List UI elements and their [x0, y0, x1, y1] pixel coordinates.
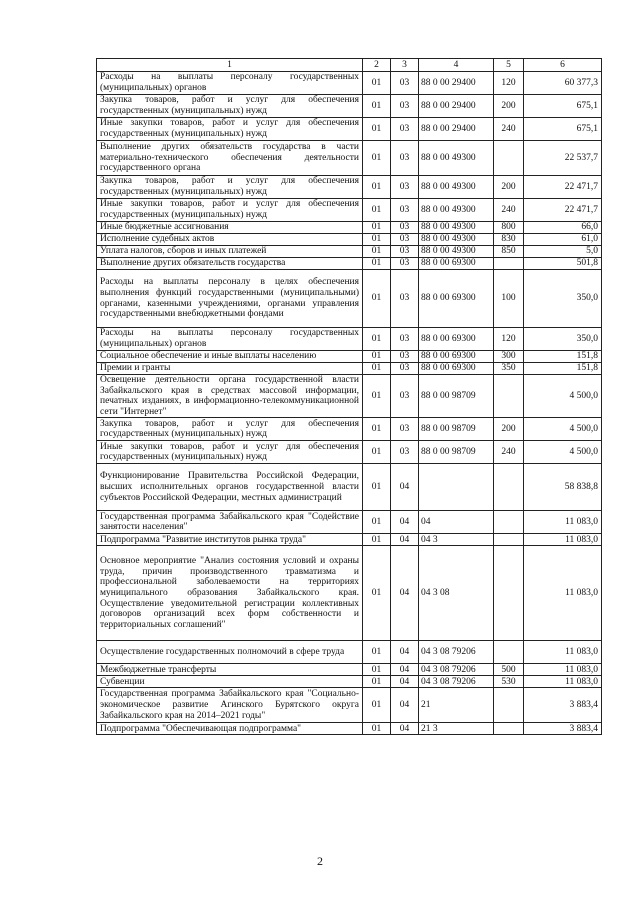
- table-row: [97, 534, 602, 546]
- row-section-cell: 01: [363, 534, 391, 546]
- row-subsection-cell: 04: [391, 546, 419, 641]
- row-expense-type-cell: [494, 641, 524, 664]
- row-expense-type-cell: [494, 141, 524, 176]
- row-section-cell: 01: [363, 95, 391, 118]
- row-section-cell: 01: [363, 375, 391, 418]
- table-row: [97, 418, 602, 441]
- header-cell-5: 5: [494, 59, 524, 72]
- row-expense-type-cell: [494, 546, 524, 641]
- row-amount-cell: 4 500,0: [524, 375, 602, 418]
- row-name-cell: Выполнение других обязательств государства: [97, 258, 363, 270]
- row-name-cell: Закупка товаров, работ и услуг для обеспечения государственных (муниципальных) нужд: [97, 418, 363, 441]
- row-target-article-cell: 04 3 08 79206: [419, 676, 494, 688]
- row-name-cell: Субвенции: [97, 676, 363, 688]
- row-subsection-cell: 03: [391, 176, 419, 199]
- row-target-article-cell: 88 0 00 69300: [419, 351, 494, 363]
- row-section-cell: 01: [363, 199, 391, 222]
- row-target-article-cell: [419, 464, 494, 511]
- row-subsection-cell: 04: [391, 676, 419, 688]
- row-name-cell: Межбюджетные трансферты: [97, 664, 363, 676]
- row-amount-cell: 11 083,0: [524, 664, 602, 676]
- row-subsection-cell: 03: [391, 270, 419, 328]
- row-section-cell: 01: [363, 118, 391, 141]
- row-name-cell: Премии и гранты: [97, 363, 363, 375]
- table-row: [97, 464, 602, 511]
- row-expense-type-cell: [494, 464, 524, 511]
- row-amount-cell: 5,0: [524, 246, 602, 258]
- row-name-cell: Иные закупки товаров, работ и услуг для обеспечения государственных (муниципальных) нужд: [97, 441, 363, 464]
- row-name-cell: Подпрограмма "Обеспечивающая подпрограмма": [97, 723, 363, 735]
- row-section-cell: 01: [363, 176, 391, 199]
- row-section-cell: 01: [363, 246, 391, 258]
- row-amount-cell: 501,8: [524, 258, 602, 270]
- row-subsection-cell: 03: [391, 351, 419, 363]
- row-amount-cell: 3 883,4: [524, 723, 602, 735]
- row-section-cell: 01: [363, 664, 391, 676]
- row-subsection-cell: 03: [391, 328, 419, 351]
- table-row: [97, 95, 602, 118]
- row-expense-type-cell: 850: [494, 246, 524, 258]
- row-name-cell: Иные бюджетные ассигнования: [97, 222, 363, 234]
- row-expense-type-cell: 800: [494, 222, 524, 234]
- row-target-article-cell: 88 0 00 69300: [419, 363, 494, 375]
- row-amount-cell: 11 083,0: [524, 534, 602, 546]
- row-name-cell: Исполнение судебных актов: [97, 234, 363, 246]
- row-amount-cell: 22 471,7: [524, 199, 602, 222]
- row-target-article-cell: 88 0 00 29400: [419, 95, 494, 118]
- table-row: [97, 363, 602, 375]
- row-name-cell: Осуществление государственных полномочий в сфере труда: [97, 641, 363, 664]
- row-expense-type-cell: [494, 534, 524, 546]
- row-subsection-cell: 03: [391, 418, 419, 441]
- table-row: [97, 546, 602, 641]
- row-subsection-cell: 04: [391, 511, 419, 534]
- row-subsection-cell: 03: [391, 363, 419, 375]
- page-number: 2: [317, 854, 323, 868]
- row-name-cell: Иные закупки товаров, работ и услуг для обеспечения государственных (муниципальных) нужд: [97, 118, 363, 141]
- row-name-cell: Расходы на выплаты персоналу государственных (муниципальных) органов: [97, 328, 363, 351]
- row-subsection-cell: 04: [391, 664, 419, 676]
- row-expense-type-cell: [494, 258, 524, 270]
- row-section-cell: 01: [363, 270, 391, 328]
- row-section-cell: 01: [363, 258, 391, 270]
- row-target-article-cell: 88 0 00 98709: [419, 441, 494, 464]
- row-section-cell: 01: [363, 234, 391, 246]
- row-target-article-cell: 88 0 00 69300: [419, 270, 494, 328]
- row-expense-type-cell: 200: [494, 95, 524, 118]
- row-subsection-cell: 03: [391, 72, 419, 95]
- row-section-cell: 01: [363, 72, 391, 95]
- row-amount-cell: 350,0: [524, 270, 602, 328]
- row-name-cell: Государственная программа Забайкальского края "Содействие занятости населения": [97, 511, 363, 534]
- row-target-article-cell: 88 0 00 49300: [419, 222, 494, 234]
- row-expense-type-cell: 830: [494, 234, 524, 246]
- row-name-cell: Освещение деятельности органа государственной власти Забайкальского края в средствах массовой информации, печатных изданиях, в информационно-телекоммуникационной сети "Интернет": [97, 375, 363, 418]
- row-amount-cell: 60 377,3: [524, 72, 602, 95]
- row-expense-type-cell: 530: [494, 676, 524, 688]
- table-row: [97, 72, 602, 95]
- row-expense-type-cell: 240: [494, 441, 524, 464]
- table-row: [97, 723, 602, 735]
- row-name-cell: Закупка товаров, работ и услуг для обеспечения государственных (муниципальных) нужд: [97, 176, 363, 199]
- row-amount-cell: 11 083,0: [524, 546, 602, 641]
- table-row: [97, 351, 602, 363]
- row-section-cell: 01: [363, 723, 391, 735]
- row-name-cell: Основное мероприятие "Анализ состояния условий и охраны труда, причин производственного травматизма и профессиональной заболеваемости на территориях муниципального образования Забайкальского края. Осуществление уведомительной регистрации коллективных договоров организаций всех форм собственности и территориальных соглашений": [97, 546, 363, 641]
- row-subsection-cell: 03: [391, 199, 419, 222]
- row-expense-type-cell: 350: [494, 363, 524, 375]
- row-target-article-cell: 21: [419, 688, 494, 723]
- table-row: [97, 141, 602, 176]
- table-row: [97, 511, 602, 534]
- row-subsection-cell: 03: [391, 222, 419, 234]
- row-target-article-cell: 88 0 00 29400: [419, 118, 494, 141]
- row-target-article-cell: 88 0 00 69300: [419, 328, 494, 351]
- row-target-article-cell: 88 0 00 29400: [419, 72, 494, 95]
- row-expense-type-cell: 120: [494, 328, 524, 351]
- table-row: [97, 199, 602, 222]
- row-name-cell: Расходы на выплаты персоналу в целях обеспечения выполнения функций государственными (муниципальными) органами, казенными учреждениями, органами управления государственными внебюджетными фондами: [97, 270, 363, 328]
- row-expense-type-cell: 200: [494, 418, 524, 441]
- row-section-cell: 01: [363, 641, 391, 664]
- header-cell-4: 4: [419, 59, 494, 72]
- table-row: [97, 222, 602, 234]
- table-row: [97, 270, 602, 328]
- row-target-article-cell: 88 0 00 69300: [419, 258, 494, 270]
- row-subsection-cell: 03: [391, 441, 419, 464]
- row-target-article-cell: 88 0 00 98709: [419, 418, 494, 441]
- row-amount-cell: 151,8: [524, 351, 602, 363]
- row-expense-type-cell: [494, 375, 524, 418]
- row-subsection-cell: 04: [391, 534, 419, 546]
- row-target-article-cell: 04 3 08 79206: [419, 664, 494, 676]
- row-amount-cell: 61,0: [524, 234, 602, 246]
- row-subsection-cell: 04: [391, 464, 419, 511]
- row-section-cell: 01: [363, 222, 391, 234]
- row-name-cell: Подпрограмма "Развитие институтов рынка труда": [97, 534, 363, 546]
- header-cell-1: 1: [97, 59, 363, 72]
- row-section-cell: 01: [363, 441, 391, 464]
- row-expense-type-cell: 200: [494, 176, 524, 199]
- table-header-row: [97, 59, 602, 72]
- row-amount-cell: 3 883,4: [524, 688, 602, 723]
- row-expense-type-cell: 240: [494, 118, 524, 141]
- row-target-article-cell: 88 0 00 49300: [419, 246, 494, 258]
- row-target-article-cell: 04: [419, 511, 494, 534]
- row-section-cell: 01: [363, 351, 391, 363]
- row-amount-cell: 11 083,0: [524, 511, 602, 534]
- row-amount-cell: 11 083,0: [524, 641, 602, 664]
- table-row: [97, 176, 602, 199]
- row-amount-cell: 11 083,0: [524, 676, 602, 688]
- row-subsection-cell: 04: [391, 688, 419, 723]
- row-subsection-cell: 03: [391, 246, 419, 258]
- row-amount-cell: 22 537,7: [524, 141, 602, 176]
- row-target-article-cell: 04 3 08 79206: [419, 641, 494, 664]
- table-row: [97, 328, 602, 351]
- row-target-article-cell: 21 3: [419, 723, 494, 735]
- row-expense-type-cell: [494, 688, 524, 723]
- row-section-cell: 01: [363, 418, 391, 441]
- row-target-article-cell: 88 0 00 49300: [419, 176, 494, 199]
- row-name-cell: Социальное обеспечение и иные выплаты населению: [97, 351, 363, 363]
- row-expense-type-cell: 300: [494, 351, 524, 363]
- row-section-cell: 01: [363, 328, 391, 351]
- row-target-article-cell: 88 0 00 49300: [419, 141, 494, 176]
- row-subsection-cell: 03: [391, 234, 419, 246]
- row-expense-type-cell: 240: [494, 199, 524, 222]
- row-section-cell: 01: [363, 546, 391, 641]
- table-row: [97, 258, 602, 270]
- header-cell-3: 3: [391, 59, 419, 72]
- row-amount-cell: 675,1: [524, 118, 602, 141]
- row-subsection-cell: 03: [391, 258, 419, 270]
- row-expense-type-cell: [494, 511, 524, 534]
- row-amount-cell: 4 500,0: [524, 418, 602, 441]
- row-name-cell: Расходы на выплаты персоналу государственных (муниципальных) органов: [97, 72, 363, 95]
- budget-table: [96, 58, 602, 735]
- row-section-cell: 01: [363, 676, 391, 688]
- row-name-cell: Иные закупки товаров, работ и услуг для обеспечения государственных (муниципальных) нужд: [97, 199, 363, 222]
- row-subsection-cell: 04: [391, 641, 419, 664]
- row-section-cell: 01: [363, 511, 391, 534]
- row-amount-cell: 4 500,0: [524, 441, 602, 464]
- row-expense-type-cell: [494, 723, 524, 735]
- row-section-cell: 01: [363, 688, 391, 723]
- row-subsection-cell: 03: [391, 141, 419, 176]
- table-row: [97, 676, 602, 688]
- row-amount-cell: 151,8: [524, 363, 602, 375]
- row-section-cell: 01: [363, 141, 391, 176]
- budget-table-body: [97, 59, 602, 735]
- row-amount-cell: 350,0: [524, 328, 602, 351]
- table-row: [97, 441, 602, 464]
- table-row: [97, 688, 602, 723]
- row-amount-cell: 58 838,8: [524, 464, 602, 511]
- row-subsection-cell: 03: [391, 375, 419, 418]
- table-row: [97, 118, 602, 141]
- row-target-article-cell: 88 0 00 49300: [419, 199, 494, 222]
- table-row: [97, 246, 602, 258]
- row-name-cell: Функционирование Правительства Российской Федерации, высших исполнительных органов государственной власти субъектов Российской Федерации, местных администраций: [97, 464, 363, 511]
- row-section-cell: 01: [363, 363, 391, 375]
- header-cell-6: 6: [524, 59, 602, 72]
- row-amount-cell: 675,1: [524, 95, 602, 118]
- row-subsection-cell: 04: [391, 723, 419, 735]
- row-target-article-cell: 04 3: [419, 534, 494, 546]
- row-subsection-cell: 03: [391, 95, 419, 118]
- row-amount-cell: 22 471,7: [524, 176, 602, 199]
- row-target-article-cell: 04 3 08: [419, 546, 494, 641]
- row-name-cell: Уплата налогов, сборов и иных платежей: [97, 246, 363, 258]
- row-expense-type-cell: 120: [494, 72, 524, 95]
- row-section-cell: 01: [363, 464, 391, 511]
- table-row: [97, 234, 602, 246]
- row-amount-cell: 66,0: [524, 222, 602, 234]
- row-target-article-cell: 88 0 00 98709: [419, 375, 494, 418]
- row-subsection-cell: 03: [391, 118, 419, 141]
- table-row: [97, 664, 602, 676]
- row-target-article-cell: 88 0 00 49300: [419, 234, 494, 246]
- row-expense-type-cell: 100: [494, 270, 524, 328]
- table-row: [97, 641, 602, 664]
- row-name-cell: Государственная программа Забайкальского края "Социально-экономическое развитие Агинского Бурятского округа Забайкальского края на 2014–2021 годы": [97, 688, 363, 723]
- row-name-cell: Закупка товаров, работ и услуг для обеспечения государственных (муниципальных) нужд: [97, 95, 363, 118]
- row-expense-type-cell: 500: [494, 664, 524, 676]
- table-row: [97, 375, 602, 418]
- header-cell-2: 2: [363, 59, 391, 72]
- row-name-cell: Выполнение других обязательств государства в части материально-технического обеспечения деятельности государственного органа: [97, 141, 363, 176]
